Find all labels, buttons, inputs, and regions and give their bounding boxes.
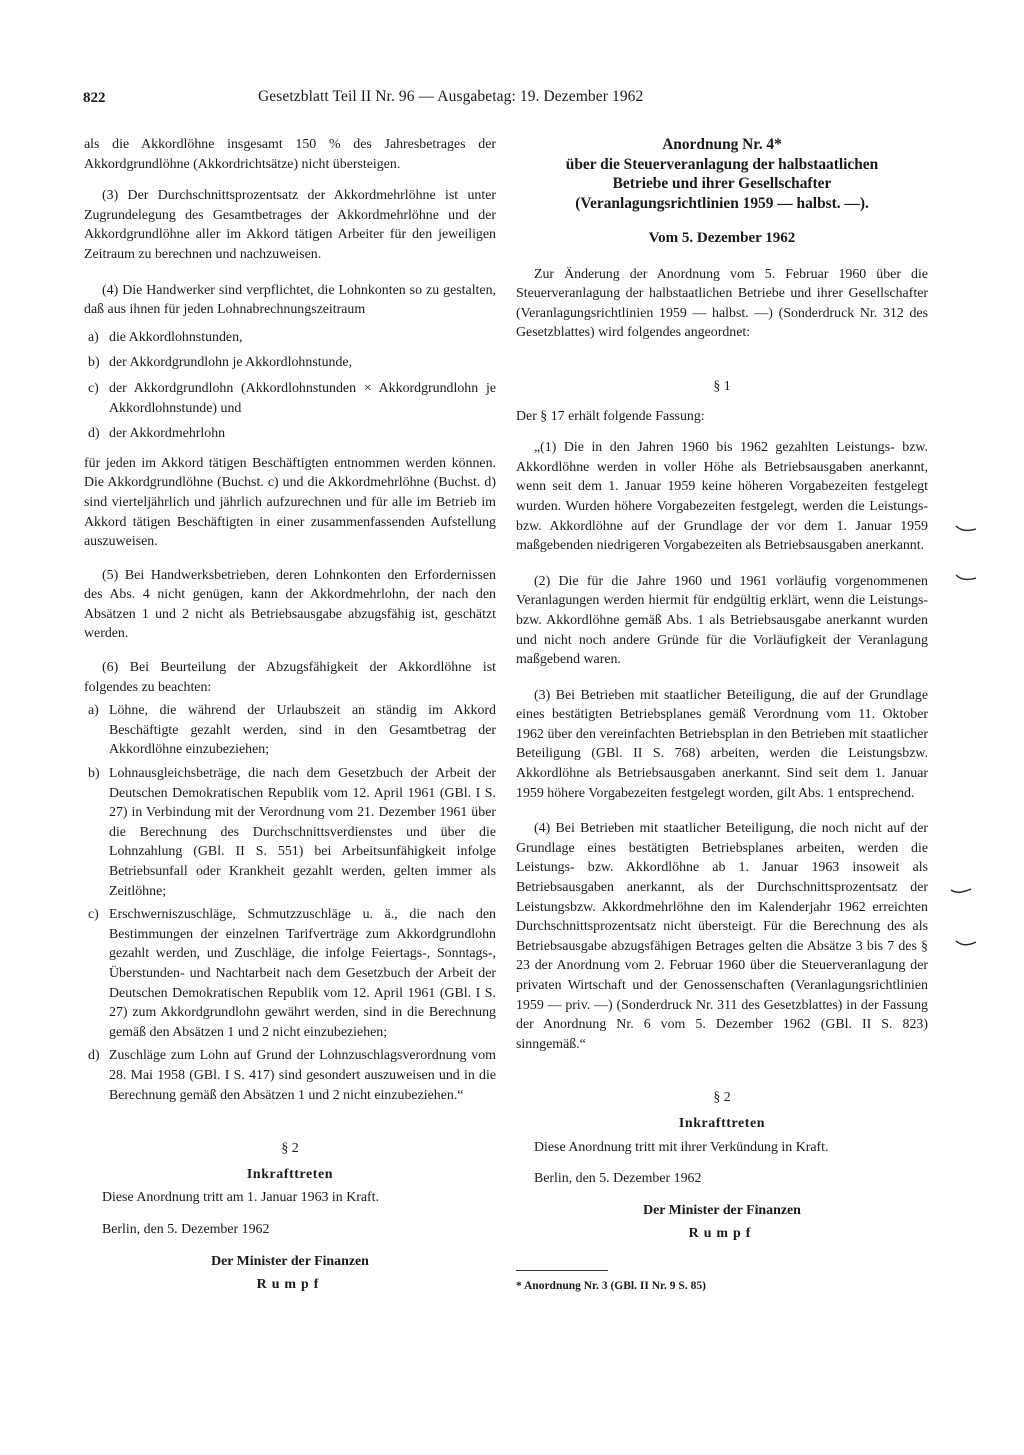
footnote-divider — [516, 1270, 608, 1271]
margin-mark-icon — [955, 524, 977, 534]
list-marker: b) — [88, 355, 100, 371]
section-2-heading: § 2 — [281, 1141, 299, 1157]
section-2-title: Inkrafttreten — [246, 1166, 334, 1182]
section-1-paragraph-1: „(1) Die in den Jahren 1960 bis 1962 gezahlten Leistungs- bzw. Akkordlöhne werden in voller Höhe als Betriebsausgaben anerkannt, wenn seit dem 1. Januar 1959 keine höheren Vorgabezeiten festgelegt wurden. Wurden höhere Vorgabezeiten festgelegt, werden die Leistungs- bzw. Akkordlöhne auf der Grundlage der vor dem 1. Januar 1959 maßgebenden niedrigeren Vorgabezeiten als Betriebsausgaben anerkannt. — [516, 440, 928, 554]
paragraph-6-list — [84, 701, 496, 1105]
paragraph-6: (6) Bei Beurteilung der Abzugsfähigkeit der Akkordlöhne ist folgendes zu beachten: — [84, 660, 496, 695]
ordinance-title-line: über die Steuerveranlagung der halbstaatlichen — [565, 155, 879, 173]
page-number: 822 — [83, 90, 106, 106]
right-column — [516, 135, 928, 1297]
paragraph-4-list — [84, 328, 496, 444]
ordinance-title — [516, 135, 928, 213]
section-1-paragraph-2: (2) Die für die Jahre 1960 und 1961 vorläufig vorgenommenen Veranlagungen werden hiermit für endgültig erklärt, wenn die Leistungs- bzw. Akkordlöhne gemäß Abs. 1 als Betriebsausgabe anerkannt wurden und nicht noch andere Gründe für die Vorläufigkeit der Veranlagung maßgebend waren. — [516, 573, 928, 668]
margin-mark-icon — [955, 573, 977, 583]
list-item — [88, 905, 496, 1042]
list-item-text: der Akkordgrundlohn (Akkordlohnstunden × Akkordgrundlohn je Akkordlohnstunde) und — [109, 380, 496, 416]
ordinance-date: Vom 5. Dezember 1962 — [648, 230, 796, 246]
section-1-heading: § 1 — [713, 378, 731, 394]
left-column — [84, 135, 496, 1295]
section-2-text: Diese Anordnung tritt mit ihrer Verkündung in Kraft. — [534, 1139, 829, 1155]
paragraph-3: (3) Der Durchschnittsprozentsatz der Akkordmehrlöhne ist unter Zugrundelegung des Gesamtbetrages der Akkordmehrlöhne und der Akkordgrundlöhne aller im Akkord tätigen Arbeiter für den jeweiligen Zeitraum zu berechnen und nachzuweisen. — [84, 188, 496, 262]
list-marker: d) — [88, 1048, 100, 1064]
margin-mark-icon — [955, 938, 977, 948]
list-item — [88, 379, 496, 418]
list-item — [88, 353, 496, 373]
list-marker: a) — [88, 329, 99, 345]
margin-mark-icon — [950, 886, 972, 896]
list-item-text: Löhne, die während der Urlaubszeit an ständig im Akkord Beschäftigte gezahlt werden, sind in den Gesamtbetrag der Akkordlöhne einzubeziehen; — [109, 703, 496, 758]
list-item-text: der Akkordmehrlohn — [109, 426, 226, 442]
list-marker: b) — [88, 766, 100, 782]
list-item — [88, 764, 496, 901]
section-2-text: Diese Anordnung tritt am 1. Januar 1963 in Kraft. — [102, 1190, 379, 1206]
section-2-title: Inkrafttreten — [678, 1115, 766, 1131]
signature: Rumpf — [256, 1277, 324, 1293]
paragraph-4-end: für jeden im Akkord tätigen Beschäftigten entnommen werden können. Die Akkordgrundlöhne (Buchst. c) und die Akkordmehrlöhne (Buchst. d) sind vierteljährlich und jährlich aufzurechnen und für alle im Betrieb im Akkord tätigen Beschäftigten in einer zusammenfassenden Aufstellung auszuweisen. — [84, 455, 496, 550]
list-item — [88, 424, 496, 444]
list-marker: c) — [88, 380, 99, 396]
place-date: Berlin, den 5. Dezember 1962 — [534, 1171, 702, 1187]
paragraph-5: (5) Bei Handwerksbetrieben, deren Lohnkonten den Erfordernissen des Abs. 4 nicht genügen, kann der Akkordmehrlohn, der nach den Absätzen 1 und 2 nicht als Betriebsausgabe abzugsfähig ist, geschätzt werden. — [84, 567, 496, 642]
minister-title: Der Minister der Finanzen — [643, 1202, 801, 1218]
section-2-heading: § 2 — [713, 1090, 731, 1106]
list-item-text: Zuschläge zum Lohn auf Grund der Lohnzuschlagsverordnung vom 28. Mai 1958 (GBl. I S. 417) sind gesondert auszuweisen und in die Berechnung gemäß den Absätzen 1 und 2 nicht einzubeziehen.“ — [109, 1048, 496, 1103]
section-1-paragraph-3: (3) Bei Betrieben mit staatlicher Beteiligung, die auf der Grundlage eines bestätigten Betriebsplanes gemäß Verordnung vom 11. Oktober 1962 über den vereinfachten Betriebsplan in den Betrieben mit staatlicher Beteiligung (GBl. II S. 768) arbeiten, werden die Leistungsbzw. Akkordlöhne als Betriebsausgaben anerkannt. Sind seit dem 1. Januar 1959 höhere Vorgabezeiten festgelegt worden, gilt Abs. 1 entsprechend. — [516, 687, 928, 801]
ordinance-title-line: Anordnung Nr. 4* — [662, 136, 782, 153]
paragraph-4: (4) Die Handwerker sind verpflichtet, die Lohnkonten so zu gestalten, daß aus ihnen für jeden Lohnabrechnungszeitraum — [84, 282, 496, 318]
footnote: * Anordnung Nr. 3 (GBl. II Nr. 9 S. 85) — [516, 1279, 706, 1292]
minister-title: Der Minister der Finanzen — [211, 1253, 369, 1269]
list-marker: a) — [88, 703, 99, 719]
list-item-text: die Akkordlohnstunden, — [109, 329, 243, 345]
list-item — [88, 701, 496, 760]
list-item — [88, 1046, 496, 1105]
list-item-text: der Akkordgrundlohn je Akkordlohnstunde, — [109, 355, 353, 371]
list-marker: c) — [88, 907, 99, 923]
section-1-intro: Der § 17 erhält folgende Fassung: — [516, 408, 705, 424]
list-item — [88, 328, 496, 348]
signature: Rumpf — [688, 1226, 756, 1242]
section-1-paragraph-4: (4) Bei Betrieben mit staatlicher Beteiligung, die noch nicht auf der Grundlage eines bestätigten Betriebsplanes arbeiten, werden die Leistungs- bzw. Akkordlöhne ab 1. Januar 1963 insoweit als Betriebsausgaben anerkannt, als der Durchschnittsprozentsatz der Leistungsbzw. Akkordmehrlöhne den im Kalenderjahr 1962 erreichten Durchschnittsprozentsatz nicht übersteigt. Für die Berechnung des als Betriebsausgabe abzugsfähigen Betrages gelten die Absätze 3 bis 7 des § 23 der Anordnung vom 2. Februar 1960 über die Steuerveranlagung der privaten Wirtschaft und der Genossenschaften (Veranlagungsrichtlinien 1959 — priv. —) (Sonderdruck Nr. 311 des Gesetzblattes) in der Fassung der Anordnung Nr. 6 vom 5. Dezember 1962 (GBl. II S. 823) sinngemäß.“ — [516, 821, 928, 1052]
list-marker: d) — [88, 426, 100, 442]
place-date: Berlin, den 5. Dezember 1962 — [102, 1221, 270, 1237]
ordinance-title-line: Betriebe und ihrer Gesellschafter — [612, 175, 832, 192]
preamble: Zur Änderung der Anordnung vom 5. Februar 1960 über die Steuerveranlagung der halbstaatlichen Betriebe und ihrer Gesellschafter (Veranlagungsrichtlinien 1959 — halbst. —) (Sonderdruck Nr. 312 des Gesetzblattes) wird folgendes angeordnet: — [516, 266, 928, 341]
continued-paragraph: als die Akkordlöhne insgesamt 150 % des Jahresbetrages der Akkordgrundlöhne (Akkordrichtsätze) nicht übersteigen. — [84, 137, 496, 172]
list-item-text: Lohnausgleichsbeträge, die nach dem Gesetzbuch der Arbeit der Deutschen Demokratischen Republik vom 12. April 1961 (GBl. I S. 27) in Verbindung mit der Verordnung vom 21. Dezember 1961 über die Berechnung des Durchschnittsverdienstes und über die Lohnzahlung (GBl. II S. 551) bei Arbeitsunfähigkeit infolge Betriebsunfall oder Krankheit gezahlt werden, gelten immer als Zeitlöhne; — [109, 766, 496, 899]
running-header: Gesetzblatt Teil II Nr. 96 — Ausgabetag: 19. Dezember 1962 — [258, 88, 644, 105]
list-item-text: Erschwerniszuschläge, Schmutzzuschläge u. ä., die nach den Bestimmungen der einzelnen Tarifverträge zum Akkordgrundlohn gezahlt werden, und Zuschläge, die infolge Feiertags-, Sonntags-, Überstunden- und Nachtarbeit nach dem Gesetzbuch der Arbeit der Deutschen Demokratischen Republik vom 12. April 1961 (GBl. I S. 27) zum Akkordgrundlohn gewährt werden, sind in die Berechnung gemäß den Absätzen 1 und 2 nicht einzubeziehen; — [109, 907, 496, 1040]
ordinance-title-line: (Veranlagungsrichtlinien 1959 — halbst. —). — [575, 194, 869, 212]
